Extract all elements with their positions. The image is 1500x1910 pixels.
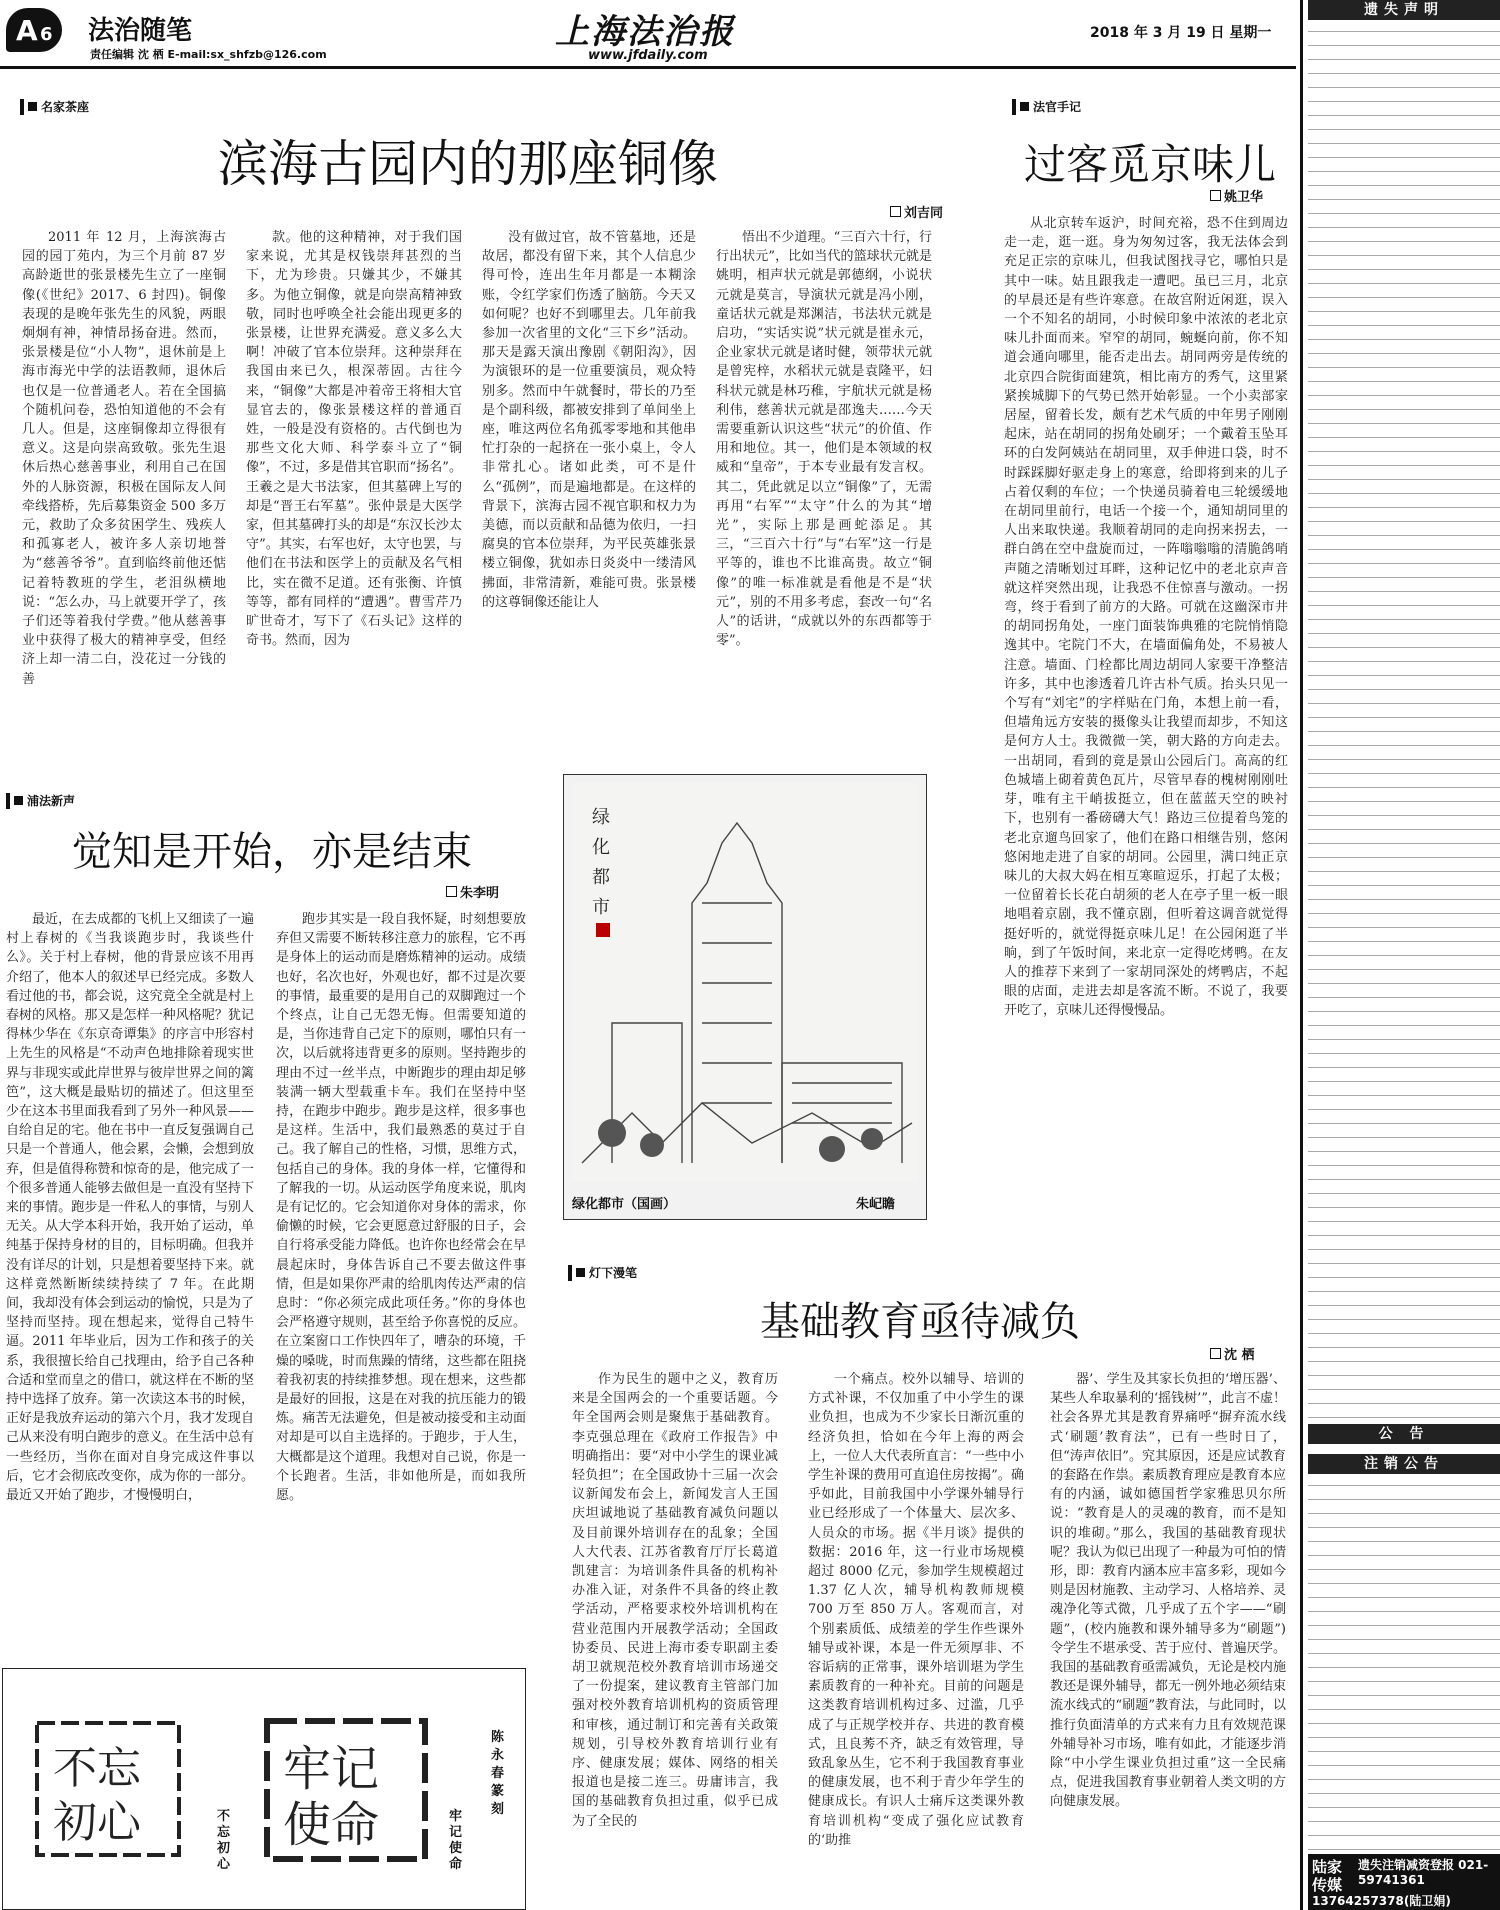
cancel-notice-listing [1308,1476,1500,1854]
article4-kicker: 灯下漫笔 [568,1264,637,1281]
footer-text: 遗失注销减资登报 021-59741361 [1358,1858,1489,1887]
painting-inscription-3: 都 [592,867,610,888]
site-url[interactable]: www.jfdaily.com [588,48,708,63]
article2-title: 过客觅京味儿 [1024,140,1277,189]
article1-col2: 款。他的这种精神，对于我们国家来说，尤其是权钱崇拜甚烈的当下，尤为珍贵。只嫌其少，不嫌其多。为他立铜像，就是向崇高精神致敬，同时也呼唤全社会能出现更多的张景楼，让世界充满爱。意义多么大啊！冲破了官本位崇拜。这种崇拜在我国由来已久，根深蒂固。古往今来，“铜像”大都是冲着帝王将相大官显官去的，像张景楼这样的普通百姓，一般是没有资格的。古代倒也为那些文化大师、科学泰斗立了“铜像”，不过，多是借其官职而“扬名”。王羲之是大书法家，但其墓碑上写的却是“晋王右军墓”。张仲景是大医学家，但其墓碑打头的却是“东汉长沙太守”。其实，右军也好，太守也罢，与他们在书法和医学上的贡献及名气相比，实在微不足道。还有张衡、许慎等等，都有同样的“遭遇”。曹雪芹乃旷世奇才，写下了《石头记》这样的奇书。然而，因为 [246,230,462,649]
svg-text:初心: 初心 [53,1797,141,1848]
seal-1-label: 不忘初心 [217,1809,231,1872]
page-number-badge [6,8,62,52]
article1-col4: 悟出不少道理。“三百六十行，行行出状元”，比如当代的篮球状元就是姚明，相声状元就是郭德纲，小说状元就是莫言，导演状元就是冯小刚，童话状元就是郑渊洁，书法状元就是启功，“实话实说”状元就是崔永元，企业家状元就是诸时健，领带状元就是曾宪梓，水稻状元就是袁隆平，妇科状元就是林巧稚，宇航状元就是杨利伟，慈善状元就是邵逸夫……今天需要重新认识这些“状元”的价值、作用和地位。其一，他们是本领域的权威和“皇帝”，于本专业最有发言权。其二，凭此就足以立“铜像”了，无需再用“右军”“太守”什么的为其“增光”，实际上那是画蛇添足。其三，“三百六十行”与“右军”这一行是平等的，谁也不比谁高贵。故立“铜像”的唯一标准就是看他是不是“状元”，别的不用多考虑，套改一句“名人”的话讲，“成就以外的东西都等于零”。 [716,230,932,649]
painting-image [572,783,918,1181]
issue-date: 2018 年 3 月 19 日 星期一 [1090,25,1272,41]
svg-text:牢记: 牢记 [283,1741,380,1797]
seal-2 [261,1715,431,1865]
article2-body: 从北京转车返沪，时间充裕，恐不住到周边走一走，逛一逛。身为匆匆过客，我无法体会到充足正宗的京味儿，但我试图找寻它，哪怕只是其中一味。姑且跟我走一遭吧。虽已三月，北京的早晨还是有些许寒意。在故宫附近闲逛，误入一个不知名的胡同，小时候印象中浓浓的老北京味儿扑面而来。窄窄的胡同，蜿蜒向前，你不知道会通向哪里，能否走出去。胡同两旁是传统的北京四合院街面建筑，相比南方的秀气，这里紧紧挨城脚下的气势已然开始彰显。一个小卖部家居屋，留着长发，颇有艺术气质的中年男子刚刚起床，站在胡同的拐角处刷牙；一个戴着玉坠耳环的白发阿姨站在胡同里，双手伸进口袋，时不时踩踩脚好驱走身上的寒意，给即将到来的儿子占着仅剩的车位；一个快递员骑着电三轮缓缓地在胡同里前行，电话一个接一个，通知胡同里的人出来取快递。我顺着胡同的走向拐来拐去，一群白鸽在空中盘旋而过，一阵嗡嗡嗡的清脆鸽哨声随之清晰划过耳畔，这种记忆中的老北京声音就这样突然出现，让我恐不住惊喜与激动。一拐弯，终于看到了前方的大路。可就在这幽深市井的胡同拐角处，一座门面装饰典雅的宅院悄悄隐逸其中。宅院门不大，在墙面偏角处，不易被人注意。墙面、门栓都比周边胡同人家要干净整洁许多，其中也渗透着几许古朴气质。抬头只见一个写有“刘宅”的字样贴在门角，本想上前一看，但墙角远方安装的摄像头让我望而却步，不知这是何方人士。我微微一笑，朝大路的方向走去。一出胡同，看到的竟是景山公园后门。高高的红色城墙上砌着黄色瓦片，尽管早春的槐树刚刚吐芽，唯有主干峭拔挺立，但在蓝蓝天空的映衬下，也别有一番磅礴大气！路边三位提着鸟笼的老北京遛鸟回家了，他们在路口相继告别，悠闲悠闲地走进了自家的胡同。公园里，满口纯正京味儿的大叔大妈在相互寒暄逗乐，打起了太极；一位留着长长花白胡须的老人在亭子里一板一眼地唱着京剧，我不懂京剧，但听着这调音就觉得挺好听的，就觉得挺京味儿足！在公园闲逛了半晌，到了午饭时间，来北京一定得吃烤鸭。在友人的推荐下来到了一家胡同深处的烤鸭店，不起眼的店面，走进去却是客流不断。不说了，我要开吃了，京味儿还得慢慢品。 [1004,216,1288,1019]
page-letter: A [16,14,38,47]
article3-kicker: 浦法新声 [6,792,75,809]
footer-phone[interactable]: 13764257378(陆卫娟) [1312,1894,1451,1908]
editor-line: 责任编辑 沈 栖 E-mail:sx_shfzb@126.com [90,48,327,61]
announcement-header: 公 告 [1308,1424,1500,1444]
article2-kicker: 法官手记 [1012,98,1081,115]
article3-col2: 跑步其实是一段自我怀疑，时刻想要放弃但又需要不断转移注意力的旅程，它不再是身体上的运动而是磨炼精神的运动。成绩也好，名次也好，外观也好，都不过是次要的事情，最重要的是用自己的双脚跑过一个个终点，让自己无怨无悔。但需要知道的是，当你违背自己定下的原则，哪怕只有一次，以后就将违背更多的原则。坚持跑步的理由不过一丝半点，中断跑步的理由却足够装满一辆大型载重卡车。我们在坚持中坚持，在跑步中跑步。跑步是这样，很多事也是这样。生活中，我们最熟悉的莫过于自己。我了解自己的性格，习惯，思维方式，包括自己的身体。我的身体一样，它懂得和了解我的一切。从运动医学角度来说，肌肉是有记忆的。它会知道你对身体的需求，你偷懒的时候，它会更愿意过舒服的日子，会自行将承受能力降低。也许你也经常会在早晨起床时，身体告诉自己不要去做这件事情，但是如果你严肃的给肌肉传达严肃的信息时：“你必须完成此项任务。”你的身体也会严格遵守规则，甚至给予你喜悦的反应。在立案窗口工作快四年了，嘈杂的环境，千燥的嗓咙，时而焦躁的情绪，这些都在阻挠着我初衷的持续推梦想。现在想来，这些都是最好的回报，这是在对我的抗压能力的锻炼。痛苦无法避免，但是被动接受和主动面对却是可以自主选择的。于跑步，于人生，大概都是这个道理。我想对自己说，你是一个长跑者。生活，非如他所是，而如我所愿。 [276,912,526,1504]
footer-brand: 陆家传媒 [1312,1858,1343,1894]
masthead-logo: 上海法治报 [555,12,735,52]
article1-col3: 没有做过官，故不管墓地，还是故居，都没有留下来，其个人信息少得可怜，连出生年月都是一本糊涂账，令红学家们伤透了脑筋。今天又如何呢？也好不到哪里去。几年前我参加一次省里的文化“三下乡”活动。那天是露天演出豫剧《朝阳沟》，因为演银环的是一位重要演员，观众特别多。然而中午就餐时，带长的乃至是个副科级，都被安排到了单间坐上座，唯这两位名角孤零零地和其他串忙打杂的一起挤在一张小桌上，令人非常扎心。诸如此类，可不是什么“孤例”，而是遍地都是。在这样的背景下，滨海古园不视官职和权力为美德，而以贡献和品德为依归，一扫腐臭的官本位崇拜，为平民英雄张景楼立铜像，犹如赤日炎炎中一缕清风拂面，非常清新，难能可贵。张景楼的这尊铜像还能让人 [482,230,696,610]
header-rule [0,66,1296,69]
svg-text:使命: 使命 [283,1797,380,1853]
painting-frame [563,774,927,1220]
article4-col2: 一个痛点。校外以辅导、培训的方式补课，不仅加重了中小学生的课业负担，也成为不少家长日渐沉重的经济负担，恰如在今年上海的两会上，一位人大代表所直言：“一些中小学生补课的费用可直追住房按揭”。确乎如此，目前我国中小学课外辅导行业已经形成了一个体量大、层次多、人员众的市场。据《半月谈》提供的数据：2016 年，这一行业市场规模超过 8000 亿元，参加学生规模超过 1.37 亿人次，辅导机构教师规模 700 万至 850 万人。客观而言，对个别素质低、成绩差的学生作些课外辅导或补课，本是一件无须厚非、不容诟病的正常事，课外培训堪为学生素质教育的一种补充。目前的问题是这类教育培训机构过多、过滥，几乎成了与正规学校并存、共进的教育模式，且良莠不齐，缺乏有效管理，导致乱象丛生，它不利于我国教育事业的健康发展，也不利于青少年学生的健康成长。有识人士痛斥这类课外教育培训机构“变成了强化应试教育的‘助推 [808,1372,1024,1848]
seal-1 [33,1719,183,1859]
article1-col1: 2011 年 12 月，上海滨海古园的园丁苑内，为三个月前 87 岁高龄逝世的张景楼先生立了一座铜像(《世纪》2017、6 封四)。铜像表现的是晚年张先生的风貌，两眼炯炯有神，神情昂扬奋进。然而，张景楼是位“小人物”，退休前是上海市海光中学的法语教师，退休后也仅是一位普通老人。若在全国搞个随机问卷，恐怕知道他的不会有几人。但是，这座铜像却立得很有意义。这是向崇高致敬。张先生退休后热心慈善事业，利用自己在国外的人脉资源，积极在国际友人间牵线搭桥，先后募集资金 500 多万元，救助了众多贫困学生、残疾人和孤寡老人，被许多人亲切地誉为“慈善爷爷”。直到临终前他还惦记着特教班的学生，老泪纵横地说：“怎么办，马上就要开学了，孩子们还等着我付学费。”他从慈善事业中获得了极大的精神享受，但经济上却一清二白，没花过一分钱的善 [22,230,226,687]
article1-kicker: 名家茶座 [20,98,89,115]
article4-col3: 器’、学生及其家长负担的‘增压器’、某些人牟取暴利的‘摇钱树’”，此言不虚！社会各界尤其是教育界痛呼“摒弃流水线式‘刷题’教育法”，已有一些时日了，但“涛声依旧”。究其原因，还是应试教育的套路在作祟。素质教育理应是教育本应有的内涵，诚如德国哲学家雅思贝尔所说：“教育是人的灵魂的教育，而不是知识的堆砌。”那么，我国的基础教育现状呢？我认为似已出现了一种最为可怕的情形，即：教育内涵本应丰富多彩，现如今则是因材施教、主动学习、人格培养、灵魂净化等式微，几乎成了五个字——“刷题”，(校内施教和课外辅导多为“刷题”)令学生不堪承受、苦于应付、普遍厌学。我国的基础教育亟需减负，无论是校内施教还是课外辅导，都无一例外地必须结束流水线式的“刷题”教育法，与此同时，以推行负面清单的方式来有力且有效规范课外辅导补习市场，唯有如此，才能逐步消除“中小学生课业负担过重”这一全民痛点，促进我国教育事业朝着人类文明的方向健康发展。 [1050,1372,1286,1810]
painting-artist: 朱屺瞻 [856,1197,896,1212]
painting-inscription-2: 化 [592,837,610,858]
seal-2-label: 牢记使命 [449,1809,463,1872]
painting-inscription-1: 绿 [592,807,610,828]
article1-author: 刘吉同 [890,202,943,221]
svg-text:不忘: 不忘 [53,1743,141,1794]
article4-title: 基础教育亟待减负 [760,1299,1080,1345]
cancel-notice-header: 注销公告 [1308,1454,1500,1474]
painting-caption: 绿化都市（国画） [572,1197,677,1212]
carver-label: 陈永春 篆刻 [491,1730,505,1817]
lost-notice-header: 遗失声明 [1308,0,1500,20]
article4-col1: 作为民生的题中之义，教育历来是全国两会的一个重要话题。今年全国两会则是聚焦于基础教育。李克强总理在《政府工作报告》中明确指出：要“对中小学生的课业减轻负担”；在全国政协十三届一次会议新闻发布会上，新闻发言人王国庆坦诚地说了基础教育减负问题以及目前课外培训存在的乱象；全国人大代表、江苏省教育厅厅长葛道凯建言：为培训条件具备的机构补办准入证，对条件不具备的终止教学活动，严格要求校外培训机构在营业范围内开展教学活动；全国政协委员、民进上海市委专职副主委胡卫就规范校外教育培训市场递交了一份提案，建议教育主管部门加强对校外教育培训机构的资质管理和审核，通过制订和完善有关政策规划，引导校外教育培训行业有序、健康发展；媒体、网络的相关报道也是接二连三。毋庸讳言，我国的基础教育负担过重，似乎已成为了全民的 [572,1372,778,1829]
article4-author: 沈 栖 [1210,1344,1255,1363]
page-header [0,0,1300,70]
page-num: 6 [40,24,53,45]
article1-title: 滨海古园内的那座铜像 [218,135,718,193]
article3-col1: 最近，在去成都的飞机上又细读了一遍村上春树的《当我谈跑步时，我谈些什么》。关于村上春树，他的背景应该不用再介绍了，他本人的叙述早已经完成。多数人看过他的书，都会说，这究竟全全就是村上春树的风格。那又是怎样一种风格呢？犹记得林少华在《东京奇谭集》的序言中形容村上先生的风格是“不动声色地排除着现实世界与非现实或此岸世界与彼岸世界之间的篱笆”，这大概是最贴切的描述了。但这里至少在这本书里面我看到了另外一种风景——自给自足的宅。他在书中一直反复强调自己只是一个普通人，他会累，会懒，会想到放弃，但是值得称赞和惊奇的是，他完成了一个很多普通人能够去做但是一直没有坚持下来的事情。跑步是一件私人的事情，与别人无关。从大学本科开始，我开始了运动，单纯基于保持身材的目的，目标明确。但我并没有详尽的计划，只是想着要坚持下来。就这样竟然断断续续持续了 7 年。在此期间，我却没有体会到运动的愉悦，只是为了坚持而坚持。现在想起来，觉得自己特牛逼。2011 年毕业后，因为工作和孩子的关系，我很擅长给自己找理由，给予自己各种合适和堂而皇之的借口，就这样在不断的坚持中选择了放弃。第一次读这本书的时候，正好是我放弃运动的第六个月，我才发现自己从来没有明白跑步的意义。在生活中总有一些经历，当你在面对自身完成这件事以后，它才会彻底改变你，成为你的一部分。最近又开始了跑步，才慢慢明白， [6,912,254,1504]
painting-inscription-4: 市 [592,897,610,918]
article2-author: 姚卫华 [1210,186,1263,205]
article3-author: 朱李明 [446,882,499,901]
lost-notice-listing [1308,22,1500,1422]
sidebar-footer [1308,1854,1500,1910]
article3-title: 觉知是开始，亦是结束 [72,829,472,875]
seal-box [2,1668,526,1910]
section-name: 法治随笔 [88,16,193,46]
